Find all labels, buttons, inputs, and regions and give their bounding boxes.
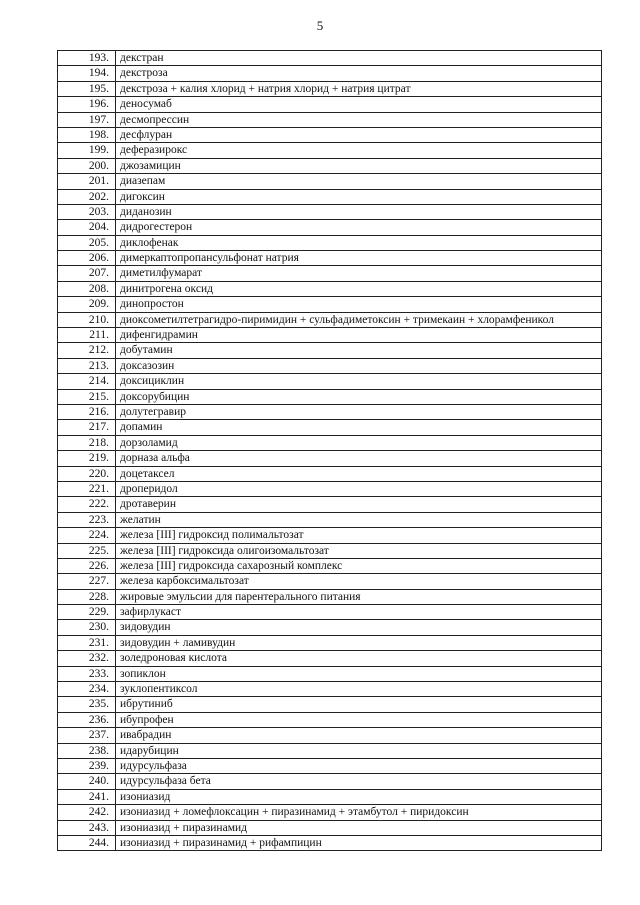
- drug-name: идурсульфаза: [116, 758, 602, 773]
- drug-name: динитрогена оксид: [116, 281, 602, 296]
- drug-name: допамин: [116, 420, 602, 435]
- row-number: 235.: [58, 697, 116, 712]
- table-row: [58, 420, 602, 435]
- row-number: 202.: [58, 189, 116, 204]
- table-row: [58, 574, 602, 589]
- row-number: 241.: [58, 789, 116, 804]
- table-row: [58, 266, 602, 281]
- table-row: [58, 374, 602, 389]
- row-number: 244.: [58, 835, 116, 850]
- row-number: 213.: [58, 358, 116, 373]
- table-row: [58, 497, 602, 512]
- row-number: 215.: [58, 389, 116, 404]
- drug-name: железа [III] гидроксид полимальтозат: [116, 528, 602, 543]
- table-row: [58, 404, 602, 419]
- row-number: 229.: [58, 605, 116, 620]
- drug-name: зидовудин: [116, 620, 602, 635]
- row-number: 195.: [58, 81, 116, 96]
- drug-name: изониазид + ломефлоксацин + пиразинамид + этамбутол + пиридоксин: [116, 805, 602, 820]
- drug-name: зопиклон: [116, 666, 602, 681]
- table-row: [58, 51, 602, 66]
- drug-name: идурсульфаза бета: [116, 774, 602, 789]
- row-number: 217.: [58, 420, 116, 435]
- drug-name: диданозин: [116, 204, 602, 219]
- row-number: 211.: [58, 328, 116, 343]
- table-row: [58, 127, 602, 142]
- drug-name: десмопрессин: [116, 112, 602, 127]
- row-number: 242.: [58, 805, 116, 820]
- table-row: [58, 466, 602, 481]
- row-number: 225.: [58, 543, 116, 558]
- row-number: 210.: [58, 312, 116, 327]
- drug-name: изониазид + пиразинамид + рифампицин: [116, 835, 602, 850]
- drug-name: дифенгидрамин: [116, 328, 602, 343]
- table-row: [58, 558, 602, 573]
- row-number: 222.: [58, 497, 116, 512]
- table-row: [58, 112, 602, 127]
- table-row: [58, 666, 602, 681]
- table-row: [58, 805, 602, 820]
- table-row: [58, 528, 602, 543]
- drug-name: золедроновая кислота: [116, 651, 602, 666]
- drug-name: доксициклин: [116, 374, 602, 389]
- drug-name: декстроза: [116, 66, 602, 81]
- table-row: [58, 81, 602, 96]
- drug-name: джозамицин: [116, 158, 602, 173]
- row-number: 209.: [58, 297, 116, 312]
- row-number: 194.: [58, 66, 116, 81]
- drug-name: жировые эмульсии для парентерального питания: [116, 589, 602, 604]
- table-row: [58, 204, 602, 219]
- row-number: 231.: [58, 635, 116, 650]
- row-number: 212.: [58, 343, 116, 358]
- drug-name: доксорубицин: [116, 389, 602, 404]
- row-number: 233.: [58, 666, 116, 681]
- drug-name: изониазид: [116, 789, 602, 804]
- table-row: [58, 281, 602, 296]
- row-number: 219.: [58, 451, 116, 466]
- drug-name: железа [III] гидроксида олигоизомальтозат: [116, 543, 602, 558]
- drug-name: идарубицин: [116, 743, 602, 758]
- row-number: 236.: [58, 712, 116, 727]
- drug-name: ибрутиниб: [116, 697, 602, 712]
- drug-name: диметилфумарат: [116, 266, 602, 281]
- row-number: 207.: [58, 266, 116, 281]
- row-number: 239.: [58, 758, 116, 773]
- row-number: 226.: [58, 558, 116, 573]
- table-row: [58, 389, 602, 404]
- row-number: 199.: [58, 143, 116, 158]
- row-number: 196.: [58, 97, 116, 112]
- drug-name: дорназа альфа: [116, 451, 602, 466]
- drug-name: диазепам: [116, 174, 602, 189]
- drug-name: изониазид + пиразинамид: [116, 820, 602, 835]
- table-row: [58, 820, 602, 835]
- table-row: [58, 589, 602, 604]
- drug-name: желатин: [116, 512, 602, 527]
- table-row: [58, 174, 602, 189]
- drug-name: динопростон: [116, 297, 602, 312]
- drug-name: диклофенак: [116, 235, 602, 250]
- row-number: 201.: [58, 174, 116, 189]
- table-row: [58, 512, 602, 527]
- row-number: 205.: [58, 235, 116, 250]
- table-row: [58, 297, 602, 312]
- drug-name: доксазозин: [116, 358, 602, 373]
- drug-name: диоксометилтетрагидро-пиримидин + сульфадиметоксин + тримекаин + хлорамфеникол: [116, 312, 602, 327]
- row-number: 227.: [58, 574, 116, 589]
- row-number: 218.: [58, 435, 116, 450]
- drug-name: дидрогестерон: [116, 220, 602, 235]
- table-row: [58, 835, 602, 850]
- drug-name: добутамин: [116, 343, 602, 358]
- table-row: [58, 774, 602, 789]
- table-row: [58, 543, 602, 558]
- table-row: [58, 743, 602, 758]
- row-number: 216.: [58, 404, 116, 419]
- table-row: [58, 220, 602, 235]
- table-row: [58, 435, 602, 450]
- row-number: 240.: [58, 774, 116, 789]
- drug-name: дорзоламид: [116, 435, 602, 450]
- row-number: 206.: [58, 251, 116, 266]
- drug-name: зафирлукаст: [116, 605, 602, 620]
- drug-name: ивабрадин: [116, 728, 602, 743]
- table-row: [58, 328, 602, 343]
- table-row: [58, 66, 602, 81]
- table-row: [58, 697, 602, 712]
- table-row: [58, 97, 602, 112]
- table-row: [58, 651, 602, 666]
- table-row: [58, 251, 602, 266]
- table-row: [58, 235, 602, 250]
- drug-name: зуклопентиксол: [116, 682, 602, 697]
- table-row: [58, 312, 602, 327]
- table-row: [58, 189, 602, 204]
- row-number: 230.: [58, 620, 116, 635]
- drug-name: деносумаб: [116, 97, 602, 112]
- drug-name: дротаверин: [116, 497, 602, 512]
- drug-name: железа карбоксимальтозат: [116, 574, 602, 589]
- table-row: [58, 451, 602, 466]
- row-number: 243.: [58, 820, 116, 835]
- table-row: [58, 758, 602, 773]
- drug-name: деферазирокс: [116, 143, 602, 158]
- table-row: [58, 620, 602, 635]
- table-row: [58, 343, 602, 358]
- row-number: 234.: [58, 682, 116, 697]
- drug-name: димеркаптопропансульфонат натрия: [116, 251, 602, 266]
- row-number: 204.: [58, 220, 116, 235]
- row-number: 200.: [58, 158, 116, 173]
- drug-name: десфлуран: [116, 127, 602, 142]
- drug-name: дроперидол: [116, 481, 602, 496]
- table-row: [58, 682, 602, 697]
- row-number: 238.: [58, 743, 116, 758]
- table-row: [58, 605, 602, 620]
- table-row: [58, 358, 602, 373]
- row-number: 197.: [58, 112, 116, 127]
- row-number: 220.: [58, 466, 116, 481]
- row-number: 198.: [58, 127, 116, 142]
- drug-list-table: [57, 50, 602, 851]
- drug-name: зидовудин + ламивудин: [116, 635, 602, 650]
- row-number: 203.: [58, 204, 116, 219]
- drug-name: железа [III] гидроксида сахарозный комплекс: [116, 558, 602, 573]
- table-row: [58, 712, 602, 727]
- row-number: 223.: [58, 512, 116, 527]
- row-number: 193.: [58, 51, 116, 66]
- drug-name: доцетаксел: [116, 466, 602, 481]
- drug-name: ибупрофен: [116, 712, 602, 727]
- row-number: 228.: [58, 589, 116, 604]
- table-row: [58, 728, 602, 743]
- row-number: 224.: [58, 528, 116, 543]
- row-number: 214.: [58, 374, 116, 389]
- table-row: [58, 481, 602, 496]
- drug-list-body: [58, 51, 602, 851]
- row-number: 237.: [58, 728, 116, 743]
- table-row: [58, 789, 602, 804]
- row-number: 208.: [58, 281, 116, 296]
- table-row: [58, 143, 602, 158]
- drug-name: декстроза + калия хлорид + натрия хлорид + натрия цитрат: [116, 81, 602, 96]
- drug-name: декстран: [116, 51, 602, 66]
- page-number: 5: [316, 18, 324, 33]
- row-number: 232.: [58, 651, 116, 666]
- table-row: [58, 635, 602, 650]
- drug-name: дигоксин: [116, 189, 602, 204]
- drug-name: долутегравир: [116, 404, 602, 419]
- row-number: 221.: [58, 481, 116, 496]
- table-row: [58, 158, 602, 173]
- drug-list-table-container: [57, 50, 602, 851]
